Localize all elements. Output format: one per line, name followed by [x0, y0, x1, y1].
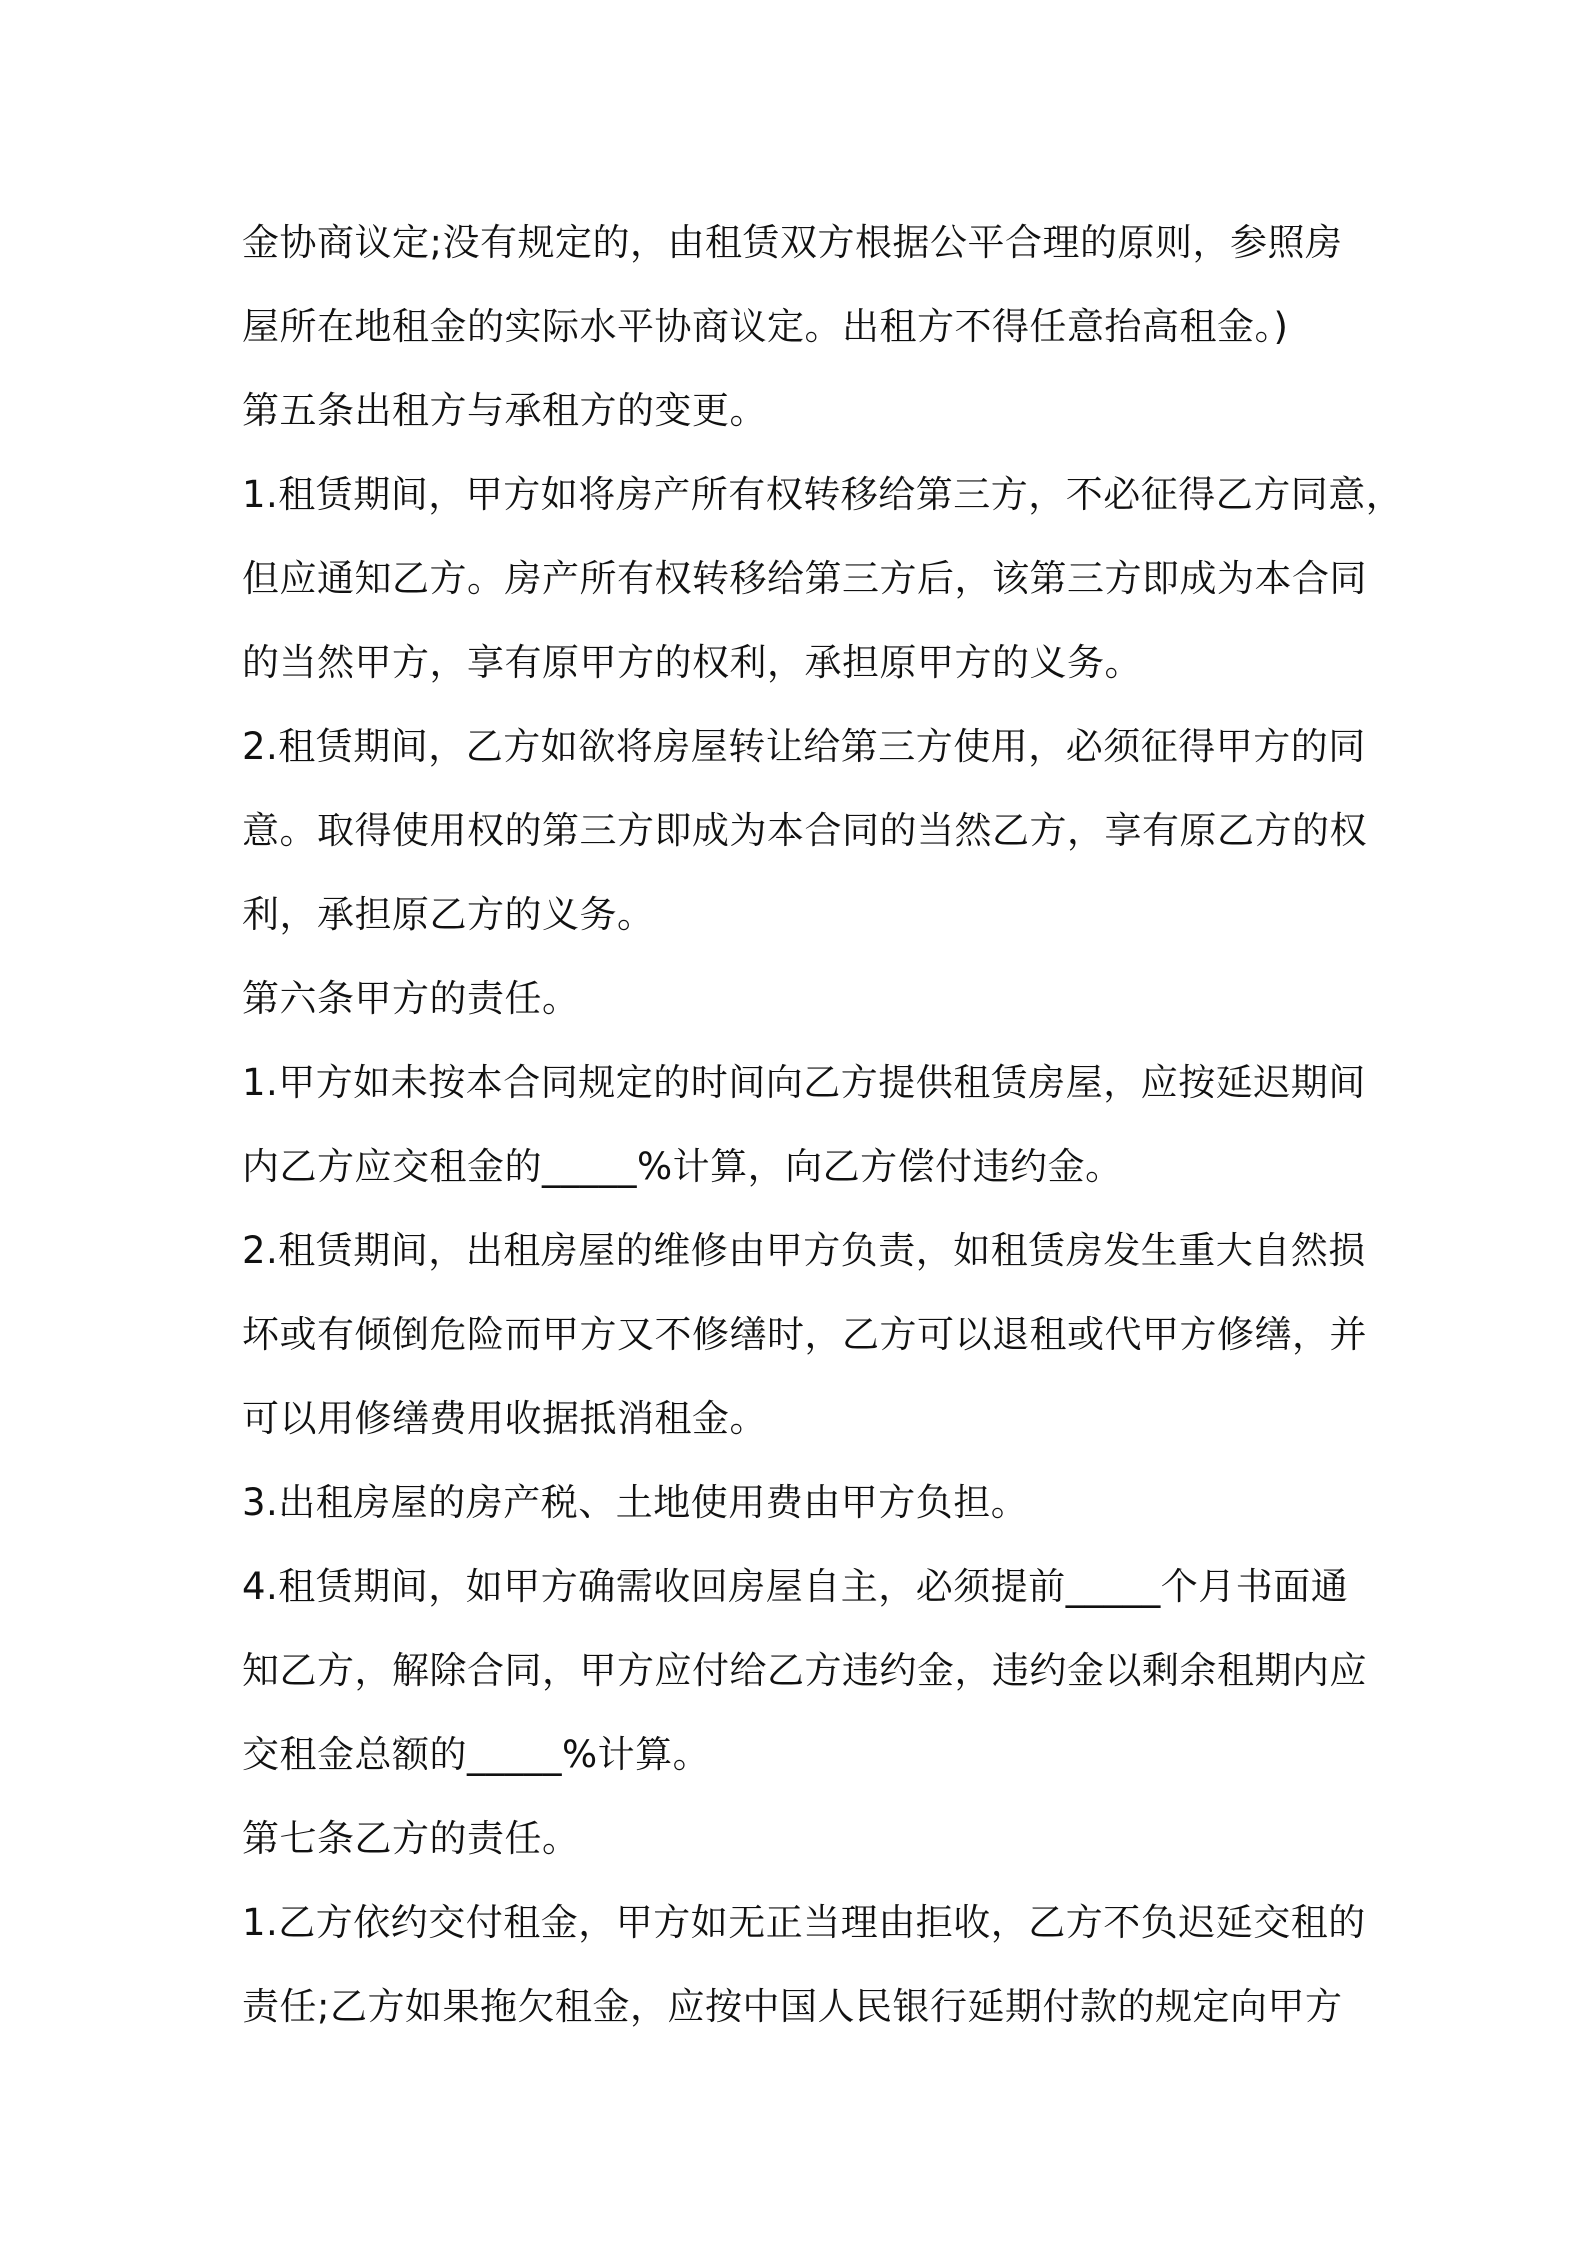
contract-text	[242, 201, 1404, 2049]
text-line: 2.租赁期间，乙方如欲将房屋转让给第三方使用，必须征得甲方的同	[242, 725, 1366, 768]
text-line: 可以用修缮费用收据抵消租金。	[242, 1397, 767, 1440]
text-line: 2.租赁期间，出租房屋的维修由甲方负责，如租赁房发生重大自然损	[242, 1229, 1366, 1272]
text-line: 坏或有倾倒危险而甲方又不修缮时，乙方可以退租或代甲方修缮，并	[242, 1313, 1367, 1356]
text-line: 内乙方应交租金的_____%计算，向乙方偿付违约金。	[242, 1145, 1123, 1188]
text-line: 意。取得使用权的第三方即成为本合同的当然乙方，享有原乙方的权	[242, 809, 1367, 852]
text-line: 责任;乙方如果拖欠租金，应按中国人民银行延期付款的规定向甲方	[242, 1985, 1343, 2028]
text-line: 1.乙方依约交付租金，甲方如无正当理由拒收，乙方不负迟延交租的	[242, 1901, 1366, 1944]
article-heading: 第六条甲方的责任。	[242, 977, 580, 1020]
article-heading: 第五条出租方与承租方的变更。	[242, 389, 767, 432]
text-line: 利，承担原乙方的义务。	[242, 893, 655, 936]
text-line: 交租金总额的_____%计算。	[242, 1733, 711, 1776]
text-line: 知乙方，解除合同，甲方应付给乙方违约金，违约金以剩余租期内应	[242, 1649, 1367, 1692]
text-line: 1.甲方如未按本合同规定的时间向乙方提供租赁房屋，应按延迟期间	[242, 1061, 1366, 1104]
text-line: 但应通知乙方。房产所有权转移给第三方后，该第三方即成为本合同	[242, 557, 1367, 600]
text-line: 1.租赁期间，甲方如将房产所有权转移给第三方，不必征得乙方同意，	[242, 473, 1404, 516]
text-line: 屋所在地租金的实际水平协商议定。出租方不得任意抬高租金。)	[242, 305, 1289, 348]
text-line: 3.出租房屋的房产税、土地使用费由甲方负担。	[242, 1481, 1029, 1524]
text-line: 金协商议定;没有规定的，由租赁双方根据公平合理的原则，参照房	[242, 221, 1343, 264]
text-line: 4.租赁期间，如甲方确需收回房屋自主，必须提前_____个月书面通	[242, 1565, 1349, 1608]
article-heading: 第七条乙方的责任。	[242, 1817, 580, 1860]
text-line: 的当然甲方，享有原甲方的权利，承担原甲方的义务。	[242, 641, 1142, 684]
